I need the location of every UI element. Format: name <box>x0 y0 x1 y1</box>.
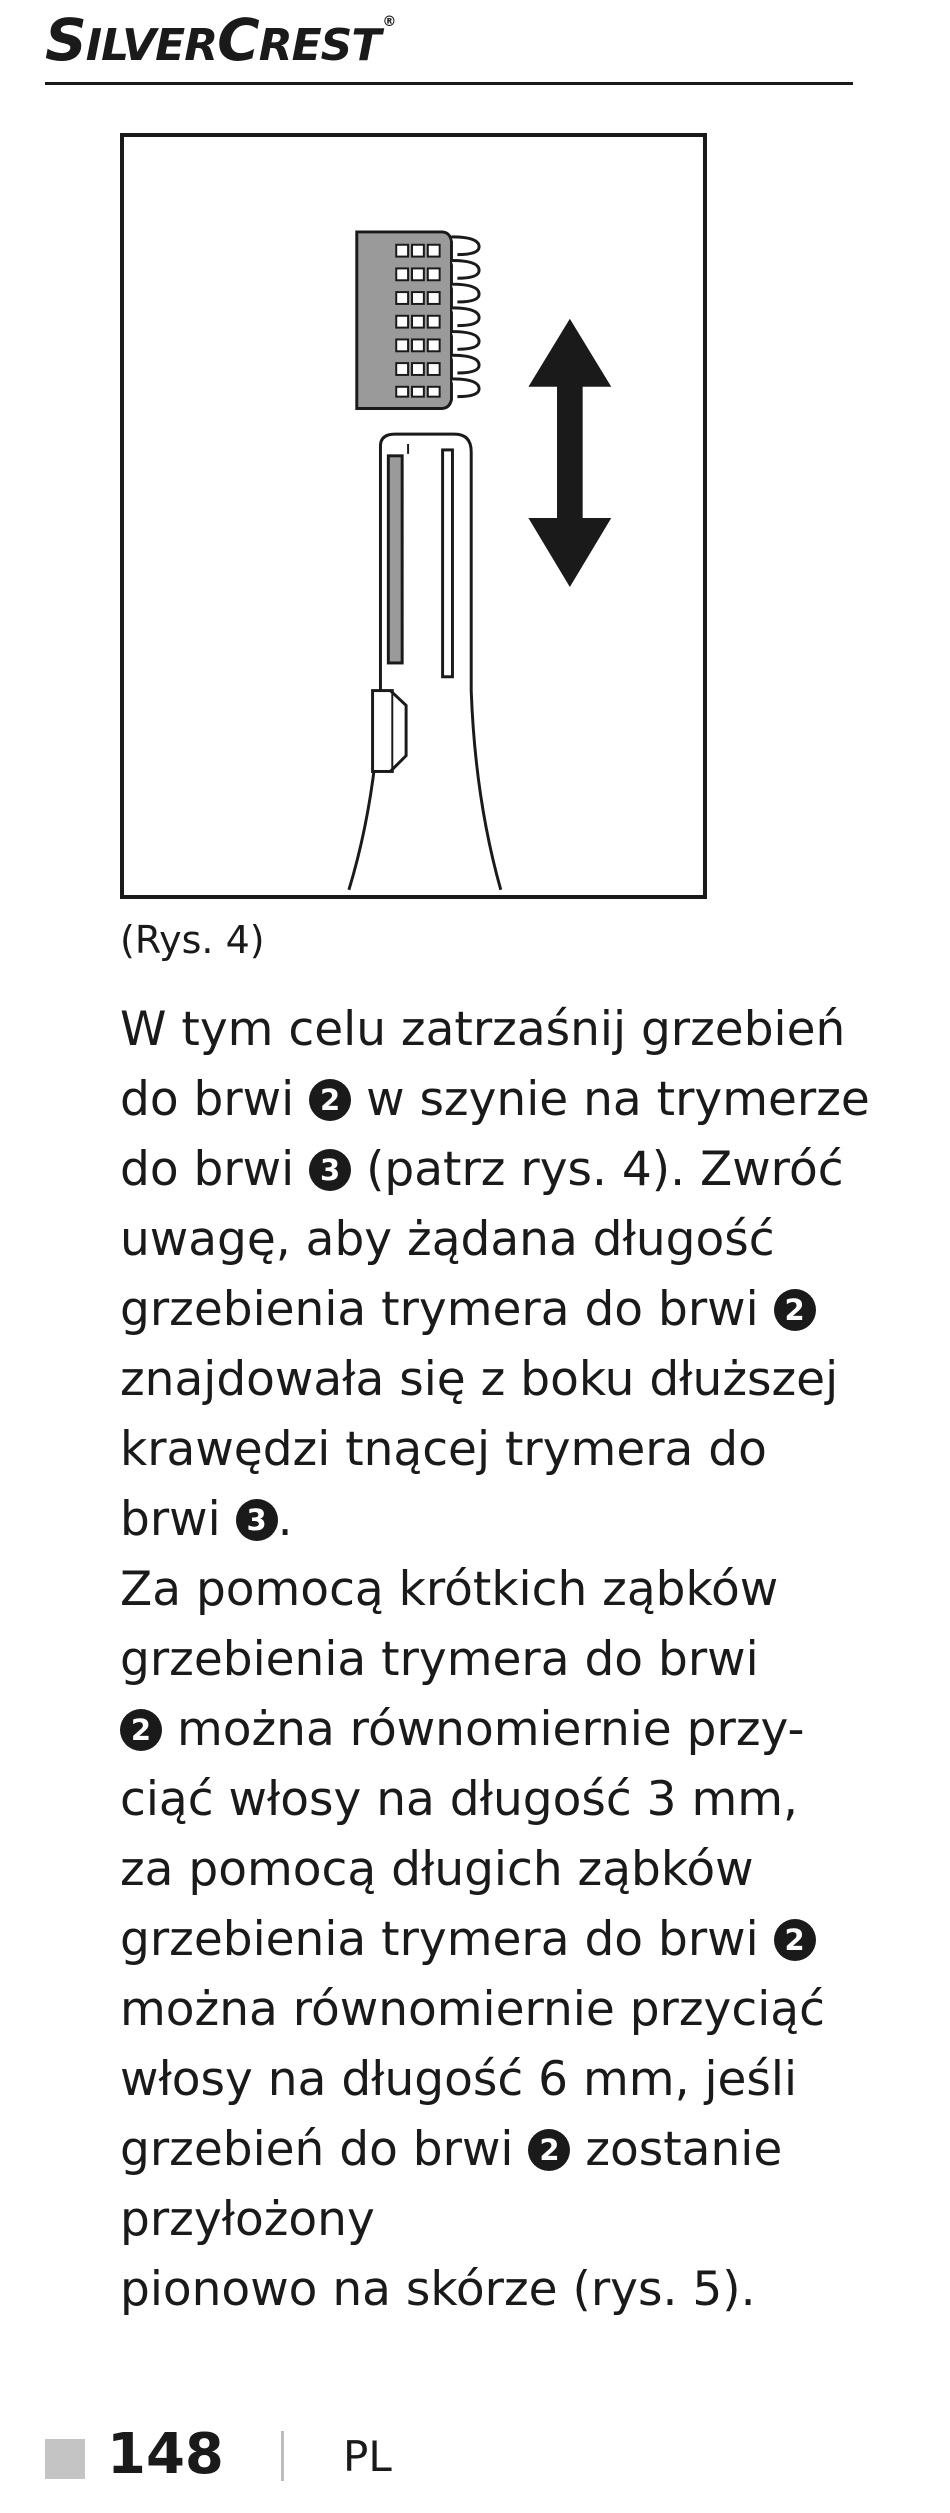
text-line <box>120 1135 860 1205</box>
text-line <box>120 1485 860 1555</box>
footer-divider <box>281 2431 284 2481</box>
part-number-badge: 2 <box>528 2129 570 2171</box>
footer-square-icon <box>45 2439 85 2479</box>
text-segment: zostanie <box>570 2122 783 2177</box>
text-segment: W tym celu zatrzaśnij grzebień <box>120 1002 846 1057</box>
text-segment: znajdowała się z boku dłuższej <box>120 1352 839 1407</box>
text-segment: Za pomocą krótkich ząbków <box>120 1562 779 1617</box>
text-segment: pionowo na skórze (rys. 5). <box>120 2262 756 2317</box>
trimmer-comb-illustration <box>124 137 703 895</box>
text-segment: krawędzi tnącej trymera do <box>120 1422 767 1477</box>
part-number-badge: 2 <box>774 1289 816 1331</box>
text-line <box>120 1695 860 1765</box>
text-line <box>120 1625 860 1695</box>
part-number-badge: 2 <box>774 1919 816 1961</box>
instruction-text <box>120 995 870 2325</box>
text-line <box>120 1975 860 2045</box>
text-line <box>120 1415 860 1485</box>
text-line <box>120 1065 870 1135</box>
text-line <box>120 995 860 1065</box>
text-segment: za pomocą długich ząbków <box>120 1842 754 1897</box>
text-segment: brwi <box>120 1492 236 1547</box>
text-line <box>120 1765 860 1835</box>
text-segment: uwagę, aby żądana długość <box>120 1212 775 1267</box>
page-footer <box>45 2422 645 2487</box>
header-divider <box>45 82 853 85</box>
text-line <box>120 1345 860 1415</box>
text-segment: (patrz rys. 4). Zwróć <box>351 1142 844 1197</box>
trimmer-icon <box>349 434 501 890</box>
text-segment: włosy na długość 6 mm, jeśli <box>120 2052 798 2107</box>
text-line <box>120 1555 860 1625</box>
figure-caption: (Rys. 4) <box>120 918 265 962</box>
text-segment: ciąć włosy na długość 3 mm, <box>120 1772 798 1827</box>
text-line <box>120 2045 860 2115</box>
part-number-badge: 3 <box>309 1149 351 1191</box>
part-number-badge: 2 <box>309 1079 351 1121</box>
language-code: PL <box>343 2432 392 2481</box>
page-number: 148 <box>107 2422 224 2487</box>
text-line <box>120 1275 860 1345</box>
figure-illustration <box>120 133 707 899</box>
text-segment: . <box>277 1492 293 1547</box>
text-line <box>120 1835 860 1905</box>
text-segment: można równomiernie przy- <box>162 1702 805 1757</box>
text-line <box>120 2115 860 2185</box>
text-segment: grzebień do brwi <box>120 2122 529 2177</box>
text-line <box>120 1905 860 1975</box>
text-segment: grzebienia trymera do brwi <box>120 1912 774 1967</box>
text-segment: do brwi <box>120 1142 310 1197</box>
text-line <box>120 2185 860 2255</box>
silvercrest-logo: SILVERCREST ® <box>45 6 396 74</box>
part-number-badge: 3 <box>236 1499 278 1541</box>
text-segment: w szynie na trymerze <box>351 1072 870 1127</box>
page-header <box>45 0 853 88</box>
text-segment: przyłożony <box>120 2192 375 2247</box>
text-segment: grzebienia trymera do brwi <box>120 1632 759 1687</box>
text-line <box>120 2255 860 2325</box>
double-arrow-icon <box>528 319 611 587</box>
text-segment: grzebienia trymera do brwi <box>120 1282 774 1337</box>
text-line <box>120 1205 860 1275</box>
part-number-badge: 2 <box>120 1709 162 1751</box>
text-segment: do brwi <box>120 1072 310 1127</box>
eyebrow-comb-icon <box>357 232 479 409</box>
text-segment: można równomiernie przyciąć <box>120 1982 825 2037</box>
